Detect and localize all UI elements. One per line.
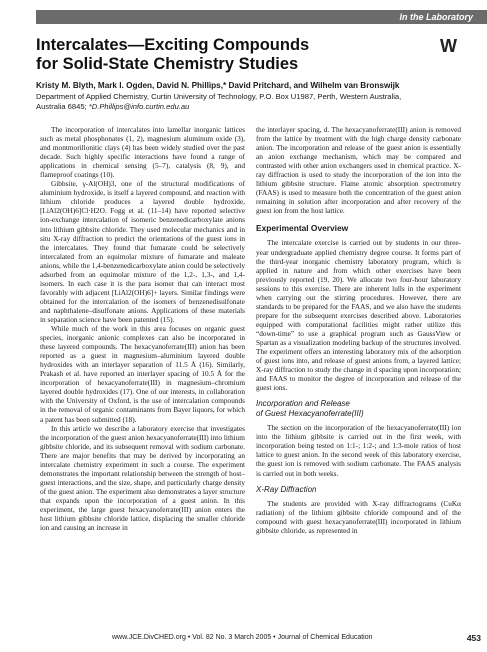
- right-column: [256, 125, 461, 627]
- page-number: 453: [466, 633, 481, 643]
- paragraph-overview: The intercalate exercise is carried out by students in our three-year undergraduate applied chemistry degree course. It forms part of the third-year inorganic chemistry laboratory program, which is applied in nature and from which other exercises have been previously reported (19, 20). We allocate two four-hour laboratory sessions to this exercise. There are inherent lulls in the experiment when carrying out the stirring procedures. However, there are standards to be prepared for the FAAS, and we also have the students prepare for the subsequent exercises described above. Laboratories equipped with computational facilities might rather utilize this “down-time” to use a graphical program such as GaussView or Spartan as a visualization modeling backup of the structures involved. The experiment offers an interesting laboratory mix of the adsorption of guest ions into, and release of guest anions from, a layered lattice; X-ray diffraction to study the change in d spacing upon incorporation; and FAAS to monitor the degree of incorporation and release of the guest ions.: [256, 238, 461, 393]
- author-list: Kristy M. Blyth, Mark I. Ogden, David N. Phillips,* David Pritchard, and Wilhelm van Bronswijk: [36, 81, 400, 90]
- article-title: [36, 36, 396, 74]
- section-header-bar: [36, 10, 487, 24]
- web-supplement-logo: W: [440, 36, 457, 56]
- author-email-link[interactable]: *D.Phillips@info.curtin.edu.au: [88, 102, 190, 111]
- paragraph-incorporation: The section on the incorporation of the hexacyanoferrate(III) ion into the lithium gibbsite is carried out in the first week, with incorporation being tested on 1:1-; 1:2-; and 1:3-mole ratios of host lattice to guest anion. In the second week of this laboratory exercise, the guest ion is removed with sodium carbonate. The FAAS analysis is carried out in both weeks.: [256, 423, 461, 478]
- subheading-incorporation-line-2: of Guest Hexacyanoferrate(III): [256, 409, 364, 419]
- affiliation: [36, 92, 456, 112]
- section-label: In the Laboratory: [399, 12, 473, 22]
- paragraph-continuation: the interlayer spacing, d. The hexacyanoferrate(III) anion is removed from the lattice by treatment with the high charge density carbonate anion. The incorporation and release of the guest anion is essentially an anion exchange mechanism, which may be compared and contrasted with other anion exchangers used in chemical practice. X-ray diffraction is used to study the incorporation of the ion into the lithium gibbsite structure. Flame atomic absorption spectrometry (FAAS) is used to measure both the concentration of the guest anion remaining in solution after incorporation and after recovery of the guest ion from the host lattice.: [256, 125, 461, 216]
- page-footer: [36, 632, 487, 644]
- subheading-incorporation-line-1: Incorporation and Release: [256, 399, 350, 409]
- article-title-line-2: for Solid-State Chemistry Studies: [36, 55, 299, 73]
- heading-experimental-overview: Experimental Overview: [256, 223, 349, 234]
- paragraph-intro: The incorporation of intercalates into lamellar inorganic lattices such as metal phosphonates (1, 2), magnesium aluminum oxide (3), and montmorillonitic clays (4) has been widely studied over the past decade. Such highly specific interactions have found a range of applications in chemical sensing (5–7), catalysis (8, 9), and flameproof coatings (10).: [40, 125, 245, 180]
- paragraph-xray: The students are provided with X-ray diffractograms (CuKα radiation) of the lithium gibbsite chloride compound and of the compound with guest hexacyanoferrate(III) incorporated in lithium gibbsite chloride, as represented in: [256, 498, 461, 535]
- subheading-incorporation: [256, 399, 461, 419]
- affiliation-line-1: Department of Applied Chemistry, Curtin University of Technology, P.O. Box U1987, Perth, Western Australia,: [36, 92, 402, 101]
- footer-citation: www.JCE.DivCHED.org • Vol. 82 No. 3 March 2005 • Journal of Chemical Education: [112, 634, 373, 641]
- paragraph-gibbsite: Gibbsite, γ-Al(OH)3, one of the structural modifications of aluminium hydroxide, is itself a layered compound, and reaction with lithium chloride produces a layered double hydroxide, [LiAl2(OH)6]Cl·H2O. Fogg et al. (11–14) have reported selective ion-exchange intercalation of isomeric benzenedicarboxylate anions into lithium gibbsite chloride. They used molecular mechanics and in situ X-ray diffraction to predict the orientations of the guest ions in the intercalates. They found that fumarate could be selectively intercalated from an equimolar mixture of fumarate and maleate anions, while the 1,4-benzenedicarboxylate anion could be selectively adsorbed from an equimolar mixture of the 1,2-, 1,3-, and 1,4-isomers. In each case it is the para isomer that can interact most favorably with adjacent [LiAl2(OH)6]+ layers. Similar findings were obtained for the intercalation of the isomers of benzenedisulfonate and naphthalene–disulfonate anions. Applications of these materials in separation science have been patented (15).: [40, 179, 245, 324]
- subheading-xray: X-Ray Diffraction: [256, 484, 317, 494]
- paragraph-inorganic-guests: While much of the work in this area focuses on organic guest species, inorganic anionic complexes can also be incorporated in these layered compounds. The hexacyanoferrate(III) anion has been reported as a guest in magnesium–aluminium layered double hydroxides with an interlayer separation of 11.5 Å (16). Similarly, Prakash et al. have reported an interlayer spacing of 10.5 Å for the incorporation of hexacyanoferrate(III) in magnesium–chromium layered double hydroxides (17). One of our interests, in collaboration with the University of Oxford, is the use of intercalation compounds in the removal of organic contaminants from Bayer liquors, for which a patent has been submitted (18).: [40, 324, 245, 424]
- affiliation-line-2: Australia 6845;: [36, 102, 89, 111]
- article-title-line-1: Intercalates—Exciting Compounds: [36, 36, 310, 54]
- paragraph-article-scope: In this article we describe a laboratory exercise that investigates the incorporation of the guest anion hexacyanoferrate(III) into lithium gibbsite chloride, and its subsequent removal with sodium carbonate. There are major benefits that may be derived by incorporating an intercalate chemistry experiment in such a course. The experiment demonstrates the important relationship between the strength of host–guest interactions, and the size, shape, and particularly charge density of the guest anion. The experiment also demonstrates a layer structure that expands upon the incorporation of a guest anion. In this experiment, the large guest hexacyanoferrate(III) anion enters the host lithium gibbsite chloride lattice, displacing the smaller chloride ion and causing an increase in: [40, 423, 245, 533]
- left-column: [40, 125, 245, 627]
